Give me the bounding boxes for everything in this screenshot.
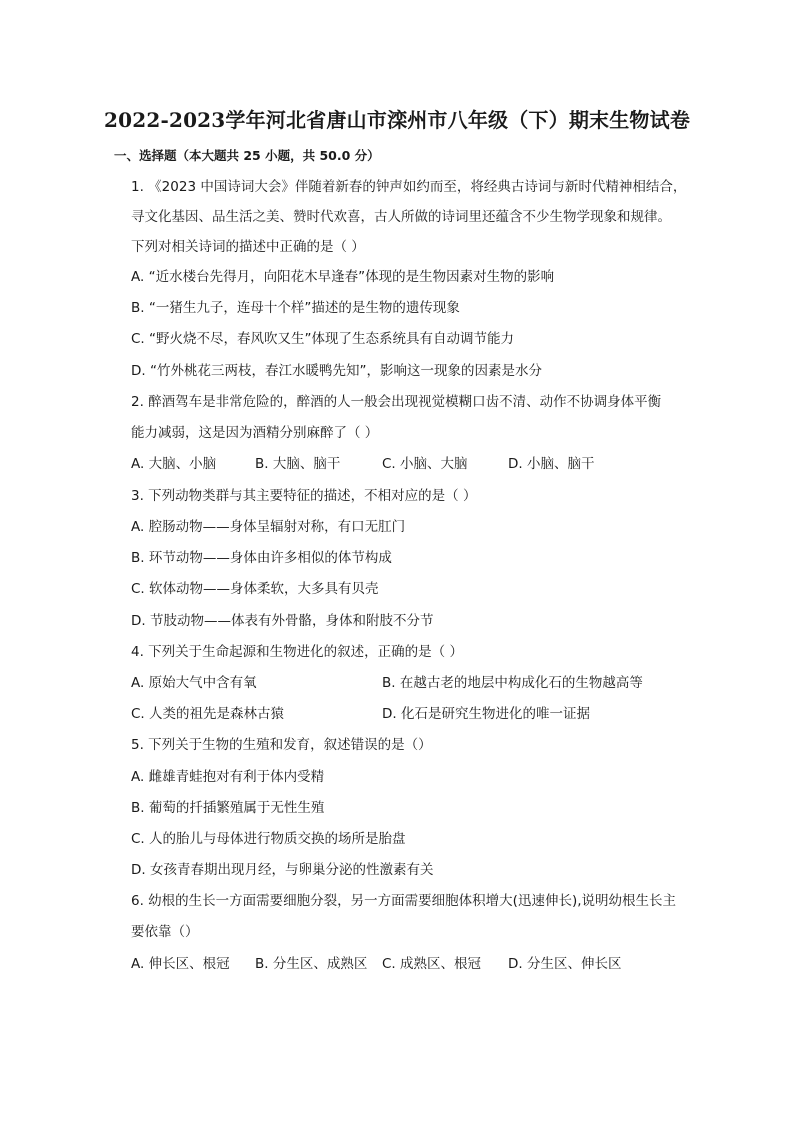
question-1-option-b: B. “一猪生九子，连母十个样”描述的是生物的遗传现象 (131, 300, 460, 316)
question-2-line-1: 2. 醉酒驾车是非常危险的，醉酒的人一般会出现视觉模糊口齿不清、动作不协调身体平衡 (131, 394, 662, 410)
question-4-option-d: D. 化石是研究生物进化的唯一证据 (382, 706, 590, 722)
question-2-option-b: B. 大脑、脑干 (255, 456, 341, 472)
question-6-option-c: C. 成熟区、根冠 (382, 956, 482, 972)
question-1-line-2: 寻文化基因、品生活之美、赞时代欢喜，古人所做的诗词里还蕴含不少生物学现象和规律。 (131, 209, 671, 225)
question-6-line-1: 6. 幼根的生长一方面需要细胞分裂，另一方面需要细胞体积增大(迅速伸长),说明幼根生长主 (131, 893, 676, 909)
question-5-option-b: B. 葡萄的扦插繁殖属于无性生殖 (131, 800, 325, 816)
question-1-line-1: 1. 《2023 中国诗词大会》伴随着新春的钟声如约而至，将经典古诗词与新时代精神相结合， (131, 179, 687, 195)
question-1-option-d: D. “竹外桃花三两枝，春江水暖鸭先知”，影响这一现象的因素是水分 (131, 363, 542, 379)
question-3-option-b: B. 环节动物——身体由许多相似的体节构成 (131, 550, 392, 566)
section-header: 一、选择题（本大题共 25 小题，共 50.0 分） (114, 148, 380, 163)
question-3-option-d: D. 节肢动物——体表有外骨骼，身体和附肢不分节 (131, 613, 434, 629)
page-title: 2022-2023学年河北省唐山市滦州市八年级（下）期末生物试卷 (103, 108, 691, 132)
question-2-line-2: 能力减弱，这是因为酒精分别麻醉了（ ） (131, 425, 379, 441)
question-3-option-a: A. 腔肠动物——身体呈辐射对称，有口无肛门 (131, 519, 406, 535)
question-4-option-c: C. 人类的祖先是森林古猿 (131, 706, 285, 722)
question-3-option-c: C. 软体动物——身体柔软，大多具有贝壳 (131, 581, 379, 597)
question-5-line-1: 5. 下列关于生物的生殖和发育，叙述错误的是（） (131, 737, 432, 753)
question-3-line-1: 3. 下列动物类群与其主要特征的描述，不相对应的是（ ） (131, 488, 477, 504)
question-5-option-c: C. 人的胎儿与母体进行物质交换的场所是胎盘 (131, 831, 406, 847)
question-1-option-c: C. “野火烧不尽，春风吹又生”体现了生态系统具有自动调节能力 (131, 331, 514, 347)
question-5-option-a: A. 雌雄青蛙抱对有利于体内受精 (131, 769, 325, 785)
question-6-option-b: B. 分生区、成熟区 (255, 956, 368, 972)
question-4-option-a: A. 原始大气中含有氧 (131, 675, 257, 691)
question-1-option-a: A. “近水楼台先得月，向阳花木早逢春”体现的是生物因素对生物的影响 (131, 269, 555, 285)
question-6-option-a: A. 伸长区、根冠 (131, 956, 230, 972)
question-6-line-2: 要依靠（） (131, 924, 199, 940)
question-5-option-d: D. 女孩青春期出现月经，与卵巢分泌的性激素有关 (131, 862, 434, 878)
question-2-option-a: A. 大脑、小脑 (131, 456, 217, 472)
question-6-option-d: D. 分生区、伸长区 (508, 956, 622, 972)
question-4-line-1: 4. 下列关于生命起源和生物进化的叙述，正确的是（ ） (131, 644, 463, 660)
question-2-option-d: D. 小脑、脑干 (508, 456, 595, 472)
question-1-line-3: 下列对相关诗词的描述中正确的是（ ） (131, 239, 365, 255)
question-4-option-b: B. 在越古老的地层中构成化石的生物越高等 (382, 675, 643, 691)
question-2-option-c: C. 小脑、大脑 (382, 456, 468, 472)
